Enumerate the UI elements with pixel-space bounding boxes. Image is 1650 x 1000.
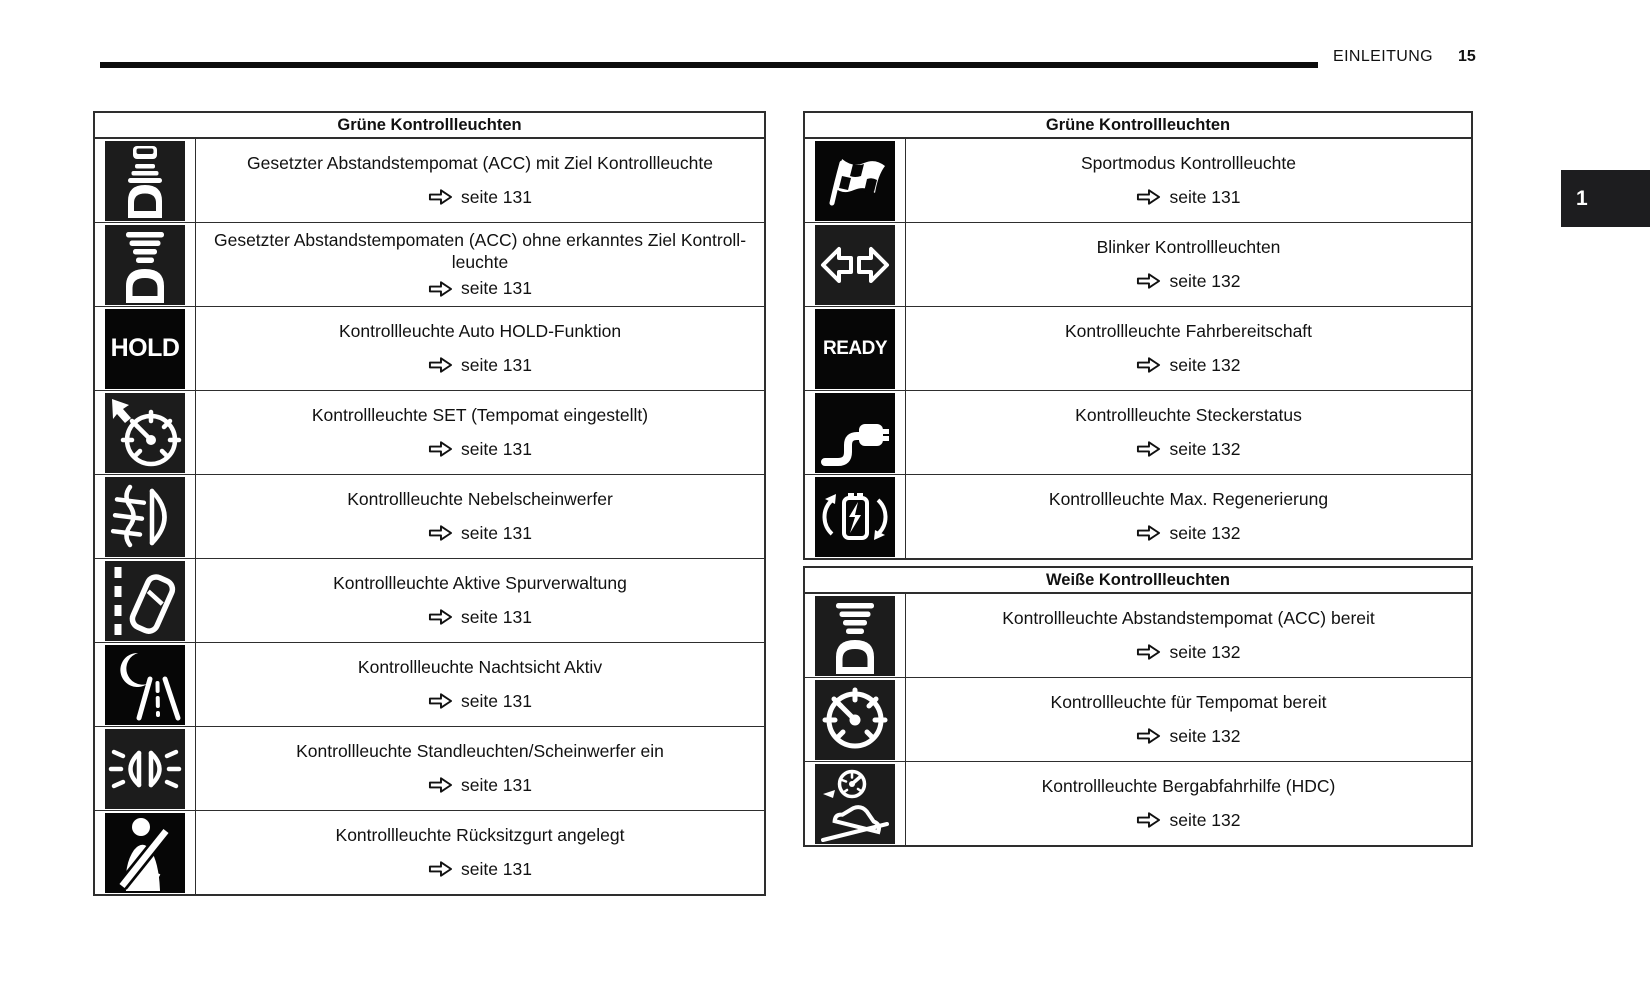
indicator-label: Gesetzter Abstandstempomat (ACC) mit Ziel Kontrollleuchte: [247, 153, 713, 174]
ready-icon: READY: [815, 309, 895, 389]
page-reference-text: seite 131: [460, 858, 533, 879]
indicator-label: Kontrollleuchte Fahrbereitschaft: [1064, 321, 1313, 342]
charge-plug-icon: [815, 393, 895, 473]
page-reference-text: seite 132: [1169, 354, 1241, 375]
arrow-right-icon: [428, 188, 453, 206]
indicator-label: Gesetzter Abstandstempomaten (ACC) ohne erkanntes Ziel Kontroll-leuchte: [213, 229, 747, 272]
table-row: [805, 762, 1471, 845]
night-vision-icon: [105, 645, 185, 725]
arrow-right-icon: [428, 440, 453, 458]
indicator-label: Blinker Kontrollleuchten: [1096, 237, 1281, 258]
page-reference: [428, 355, 532, 376]
page-reference: [428, 523, 532, 544]
page-reference-text: seite 131: [460, 186, 533, 207]
arrow-right-icon: [1136, 188, 1161, 206]
hill-descent-icon: [815, 764, 895, 844]
cruise-set-icon: [105, 393, 185, 473]
indicator-label: Kontrollleuchte SET (Tempomat eingestellt): [311, 405, 649, 426]
page-reference: [1136, 810, 1240, 831]
table-row: [805, 475, 1471, 558]
table-title: Grüne Kontrollleuchten: [95, 113, 764, 139]
table-row: [805, 391, 1471, 475]
arrow-right-icon: [1136, 272, 1161, 290]
page-reference-text: seite 131: [460, 354, 533, 375]
chapter-tab-number: 1: [1576, 186, 1588, 210]
page-reference: [428, 278, 532, 299]
page-reference-text: seite 132: [1169, 522, 1241, 543]
page-reference: [428, 607, 532, 628]
indicator-label: Kontrollleuchte Standleuchten/Scheinwerfer ein: [296, 741, 664, 762]
table-row: [95, 727, 764, 811]
page-reference-text: seite 131: [460, 774, 533, 795]
indicator-label: Kontrollleuchte Nebelscheinwerfer: [347, 489, 613, 510]
table-row: [805, 678, 1471, 762]
page-reference-text: seite 132: [1169, 438, 1241, 459]
indicator-label: Kontrollleuchte Max. Regenerierung: [1048, 489, 1329, 510]
indicator-label: Kontrollleuchte Nachtsicht Aktiv: [357, 657, 603, 678]
indicator-label: Kontrollleuchte Steckerstatus: [1075, 405, 1302, 426]
indicator-label: Kontrollleuchte Abstandstempomat (ACC) bereit: [1002, 608, 1375, 629]
table-row: [805, 139, 1471, 223]
table-title: Weiße Kontrollleuchten: [805, 568, 1471, 594]
page-reference-text: seite 131: [460, 438, 533, 459]
page-reference: [1136, 523, 1240, 544]
page-reference-text: seite 132: [1169, 641, 1241, 662]
acc-ready-icon: [815, 596, 895, 676]
arrow-right-icon: [1136, 811, 1161, 829]
arrow-right-icon: [428, 776, 453, 794]
cruise-ready-icon: [815, 680, 895, 760]
table-row: [95, 307, 764, 391]
arrow-right-icon: [1136, 440, 1161, 458]
max-regeneration-icon: [815, 477, 895, 557]
indicator-label: Kontrollleuchte Rücksitzgurt angelegt: [335, 825, 625, 846]
green-indicators-table-left: [93, 111, 766, 896]
sport-mode-flag-icon: [815, 141, 895, 221]
page-reference: [428, 439, 532, 460]
table-row: [95, 475, 764, 559]
indicator-label: Kontrollleuchte Bergabfahrhilfe (HDC): [1041, 776, 1336, 797]
table-row: [805, 223, 1471, 307]
table-title: Grüne Kontrollleuchten: [805, 113, 1471, 139]
indicator-label: Kontrollleuchte Auto HOLD-Funktion: [338, 321, 622, 342]
section-title: EINLEITUNG: [1333, 48, 1434, 65]
arrow-right-icon: [1136, 524, 1161, 542]
page-reference: [428, 859, 532, 880]
table-row: [95, 559, 764, 643]
page-reference: [428, 691, 532, 712]
indicator-label: Kontrollleuchte für Tempomat bereit: [1050, 692, 1327, 713]
fog-light-icon: [105, 477, 185, 557]
page-reference-text: seite 131: [460, 690, 533, 711]
page-reference: [1136, 439, 1240, 460]
white-indicators-table: [803, 566, 1473, 847]
auto-hold-icon: HOLD: [105, 309, 185, 389]
arrow-right-icon: [428, 356, 453, 374]
table-row: [95, 223, 764, 307]
header-rule: [100, 62, 1318, 68]
page-reference: [1136, 355, 1240, 376]
page-reference-text: seite 131: [460, 522, 533, 543]
page-reference-text: seite 131: [1169, 186, 1241, 207]
page-reference: [428, 775, 532, 796]
table-row: [95, 391, 764, 475]
turn-signals-icon: [815, 225, 895, 305]
page-reference-text: seite 132: [1169, 270, 1241, 291]
indicator-label: Kontrollleuchte Aktive Spurverwaltung: [333, 573, 627, 594]
page-reference-text: seite 131: [460, 278, 533, 299]
arrow-right-icon: [428, 860, 453, 878]
arrow-right-icon: [428, 280, 453, 298]
page-reference-text: seite 132: [1169, 725, 1241, 746]
acc-set-with-target-icon: [105, 141, 185, 221]
arrow-right-icon: [1136, 727, 1161, 745]
page-reference: [1136, 726, 1240, 747]
page-reference: [1136, 187, 1240, 208]
page-reference: [1136, 642, 1240, 663]
page-reference-text: seite 131: [460, 606, 533, 627]
chapter-tab: [1561, 170, 1650, 227]
arrow-right-icon: [1136, 356, 1161, 374]
rear-seatbelt-icon: [105, 813, 185, 893]
parking-lights-icon: [105, 729, 185, 809]
table-row: [95, 139, 764, 223]
green-indicators-table-right: [803, 111, 1473, 560]
arrow-right-icon: [428, 692, 453, 710]
table-row: [95, 643, 764, 727]
page-reference: [1136, 271, 1240, 292]
page-reference-text: seite 132: [1169, 809, 1241, 830]
page-number: 15: [1458, 48, 1476, 65]
indicator-label: Sportmodus Kontrollleuchte: [1081, 153, 1296, 174]
table-row: [805, 594, 1471, 678]
arrow-right-icon: [428, 608, 453, 626]
running-header: [1333, 48, 1476, 66]
page-reference: [428, 187, 532, 208]
arrow-right-icon: [1136, 643, 1161, 661]
acc-set-no-target-icon: [105, 225, 185, 305]
arrow-right-icon: [428, 524, 453, 542]
table-row: [805, 307, 1471, 391]
lane-management-icon: [105, 561, 185, 641]
table-row: [95, 811, 764, 894]
